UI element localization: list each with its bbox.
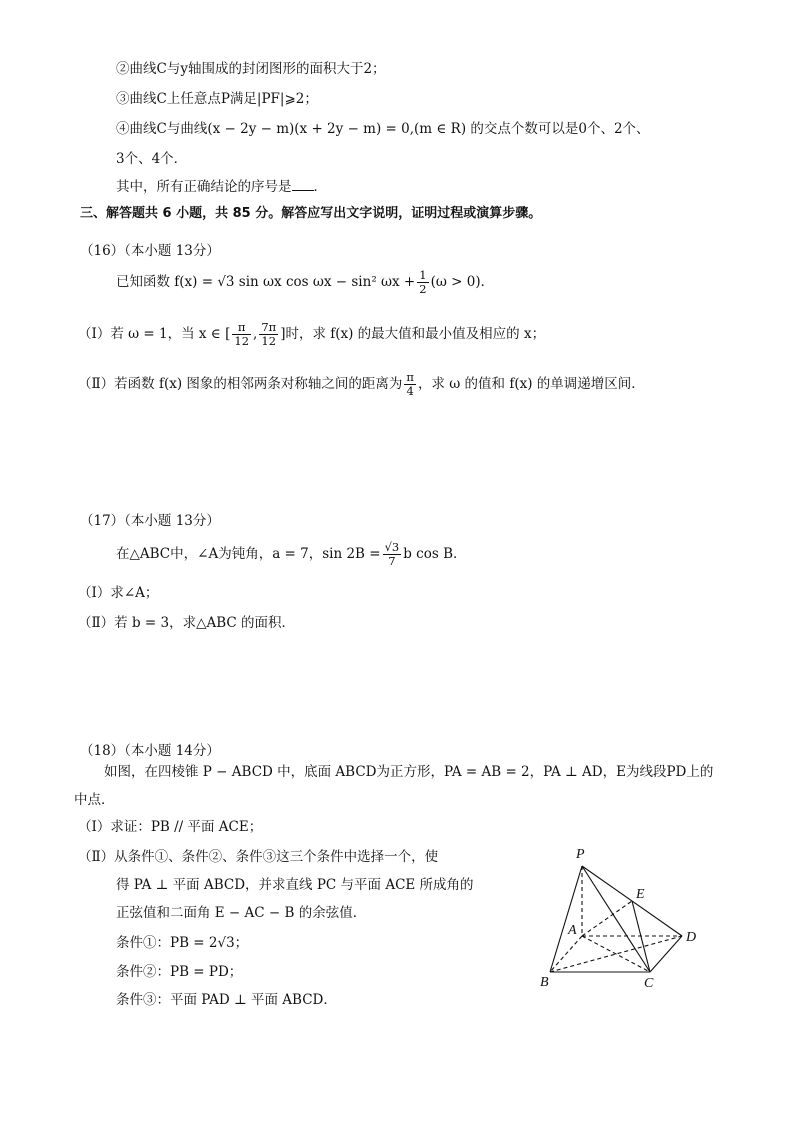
q18-stem-line1: 如图，在四棱锥 P − ABCD 中，底面 ABCD为正方形，PA = AB = 2，PA ⊥ AD，E为线段PD上的 <box>104 764 714 780</box>
q17-frac-num: √3 <box>384 540 400 554</box>
q16-part1-a: （Ⅰ）若 ω = 1，当 x ∈ [ <box>78 326 231 342</box>
edge-AB <box>550 936 582 972</box>
edge-AE <box>582 901 632 936</box>
q18-part1: （Ⅰ）求证：PB // 平面 ACE； <box>78 819 263 835</box>
item-3: ③曲线C上任意点P满足|PF|⩾2； <box>116 91 318 107</box>
q18-header: （18）（本小题 14分） <box>80 743 220 759</box>
conclusion-line <box>116 177 327 197</box>
q16-stem <box>116 266 494 298</box>
q16-comma: , <box>253 326 258 342</box>
q16-pi4-fraction <box>404 371 416 398</box>
q16-f2-num: 7π <box>261 320 277 334</box>
q16-half-den: 2 <box>419 282 427 296</box>
q16-part1-b: ]时，求 f(x) 的最大值和最小值及相应的 x； <box>280 326 546 342</box>
q17-header: （17）（本小题 13分） <box>80 513 220 529</box>
q16-stem-a: 已知函数 f(x) = √3 sin ωx cos ωx − sin² ωx + <box>116 274 416 290</box>
q18-part2-line1: （Ⅱ）从条件①、条件②、条件③这三个条件中选择一个，使 <box>78 849 439 865</box>
item-4-line1: ④曲线C与曲线(x − 2y − m)(x + 2y − m) = 0,(m ∈ R) 的交点个数可以是0个、2个、 <box>116 121 650 137</box>
edge-PB <box>550 866 582 972</box>
vertex-A-label: A <box>568 923 577 938</box>
edge-CD <box>650 936 682 972</box>
q17-sqrt3-7-fraction <box>383 541 402 568</box>
q17-stem-a: 在△ABC中，∠A为钝角，a = 7，sin 2B = <box>116 546 381 562</box>
q17-stem-b: b cos B． <box>403 546 467 562</box>
q17-part2: （Ⅱ）若 b = 3，求△ABC 的面积． <box>78 615 296 631</box>
vertex-D-label: D <box>686 930 697 945</box>
conclusion-text: 其中，所有正确结论的序号是 <box>116 179 292 195</box>
q17-stem <box>116 537 467 571</box>
q16-pi12-fraction <box>232 321 251 348</box>
q18-stem-line2: 中点． <box>74 792 115 808</box>
q16-7pi12-fraction <box>259 321 278 348</box>
q18-condition-1: 条件①：PB = 2√3； <box>116 935 249 951</box>
conclusion-end: ． <box>313 179 327 195</box>
vertex-P-label: P <box>576 847 585 862</box>
vertex-C-label: C <box>644 976 654 991</box>
answer-blank <box>292 178 314 191</box>
q16-part1 <box>78 318 545 350</box>
item-4-line2: 3个、4个． <box>116 151 188 167</box>
item-2: ②曲线C与y轴围成的封闭图形的面积大于2； <box>116 61 386 77</box>
q16-part2-a: （Ⅱ）若函数 f(x) 图象的相邻两条对称轴之间的距离为 <box>78 376 403 392</box>
q18-part2-line2: 得 PA ⊥ 平面 ABCD，并求直线 PC 与平面 ACE 所成角的 <box>116 877 474 893</box>
q16-part2 <box>78 368 645 400</box>
q18-part2-line3: 正弦值和二面角 E − AC − B 的余弦值． <box>116 905 367 921</box>
q16-header: （16）（本小题 13分） <box>80 243 220 259</box>
q16-f2-den: 12 <box>261 334 277 348</box>
section-3-heading: 三、解答题共 6 小题，共 85 分。解答应写出文字说明，证明过程或演算步骤。 <box>80 206 542 221</box>
vertex-B-label: B <box>540 975 549 990</box>
q16-part2-b: ，求 ω 的值和 f(x) 的单调递增区间． <box>417 376 645 392</box>
q18-condition-2: 条件②：PB = PD； <box>116 964 243 980</box>
edge-AC <box>582 936 650 972</box>
pyramid-figure <box>530 840 710 1000</box>
edge-PC <box>582 866 650 972</box>
q16-f1-num: π <box>232 321 251 335</box>
q18-condition-3: 条件③：平面 PAD ⊥ 平面 ABCD． <box>116 992 337 1008</box>
q16-pi4-num: π <box>406 370 414 384</box>
q16-half-fraction <box>417 269 428 296</box>
q16-half-num: 1 <box>419 268 427 282</box>
q16-f1-den: 12 <box>234 334 250 348</box>
q17-part1: （Ⅰ）求∠A； <box>78 585 159 601</box>
q16-pi4-den: 4 <box>406 384 414 398</box>
vertex-E-label: E <box>636 887 645 902</box>
q16-stem-b: (ω > 0)． <box>430 274 495 290</box>
q17-frac-den: 7 <box>388 554 396 568</box>
